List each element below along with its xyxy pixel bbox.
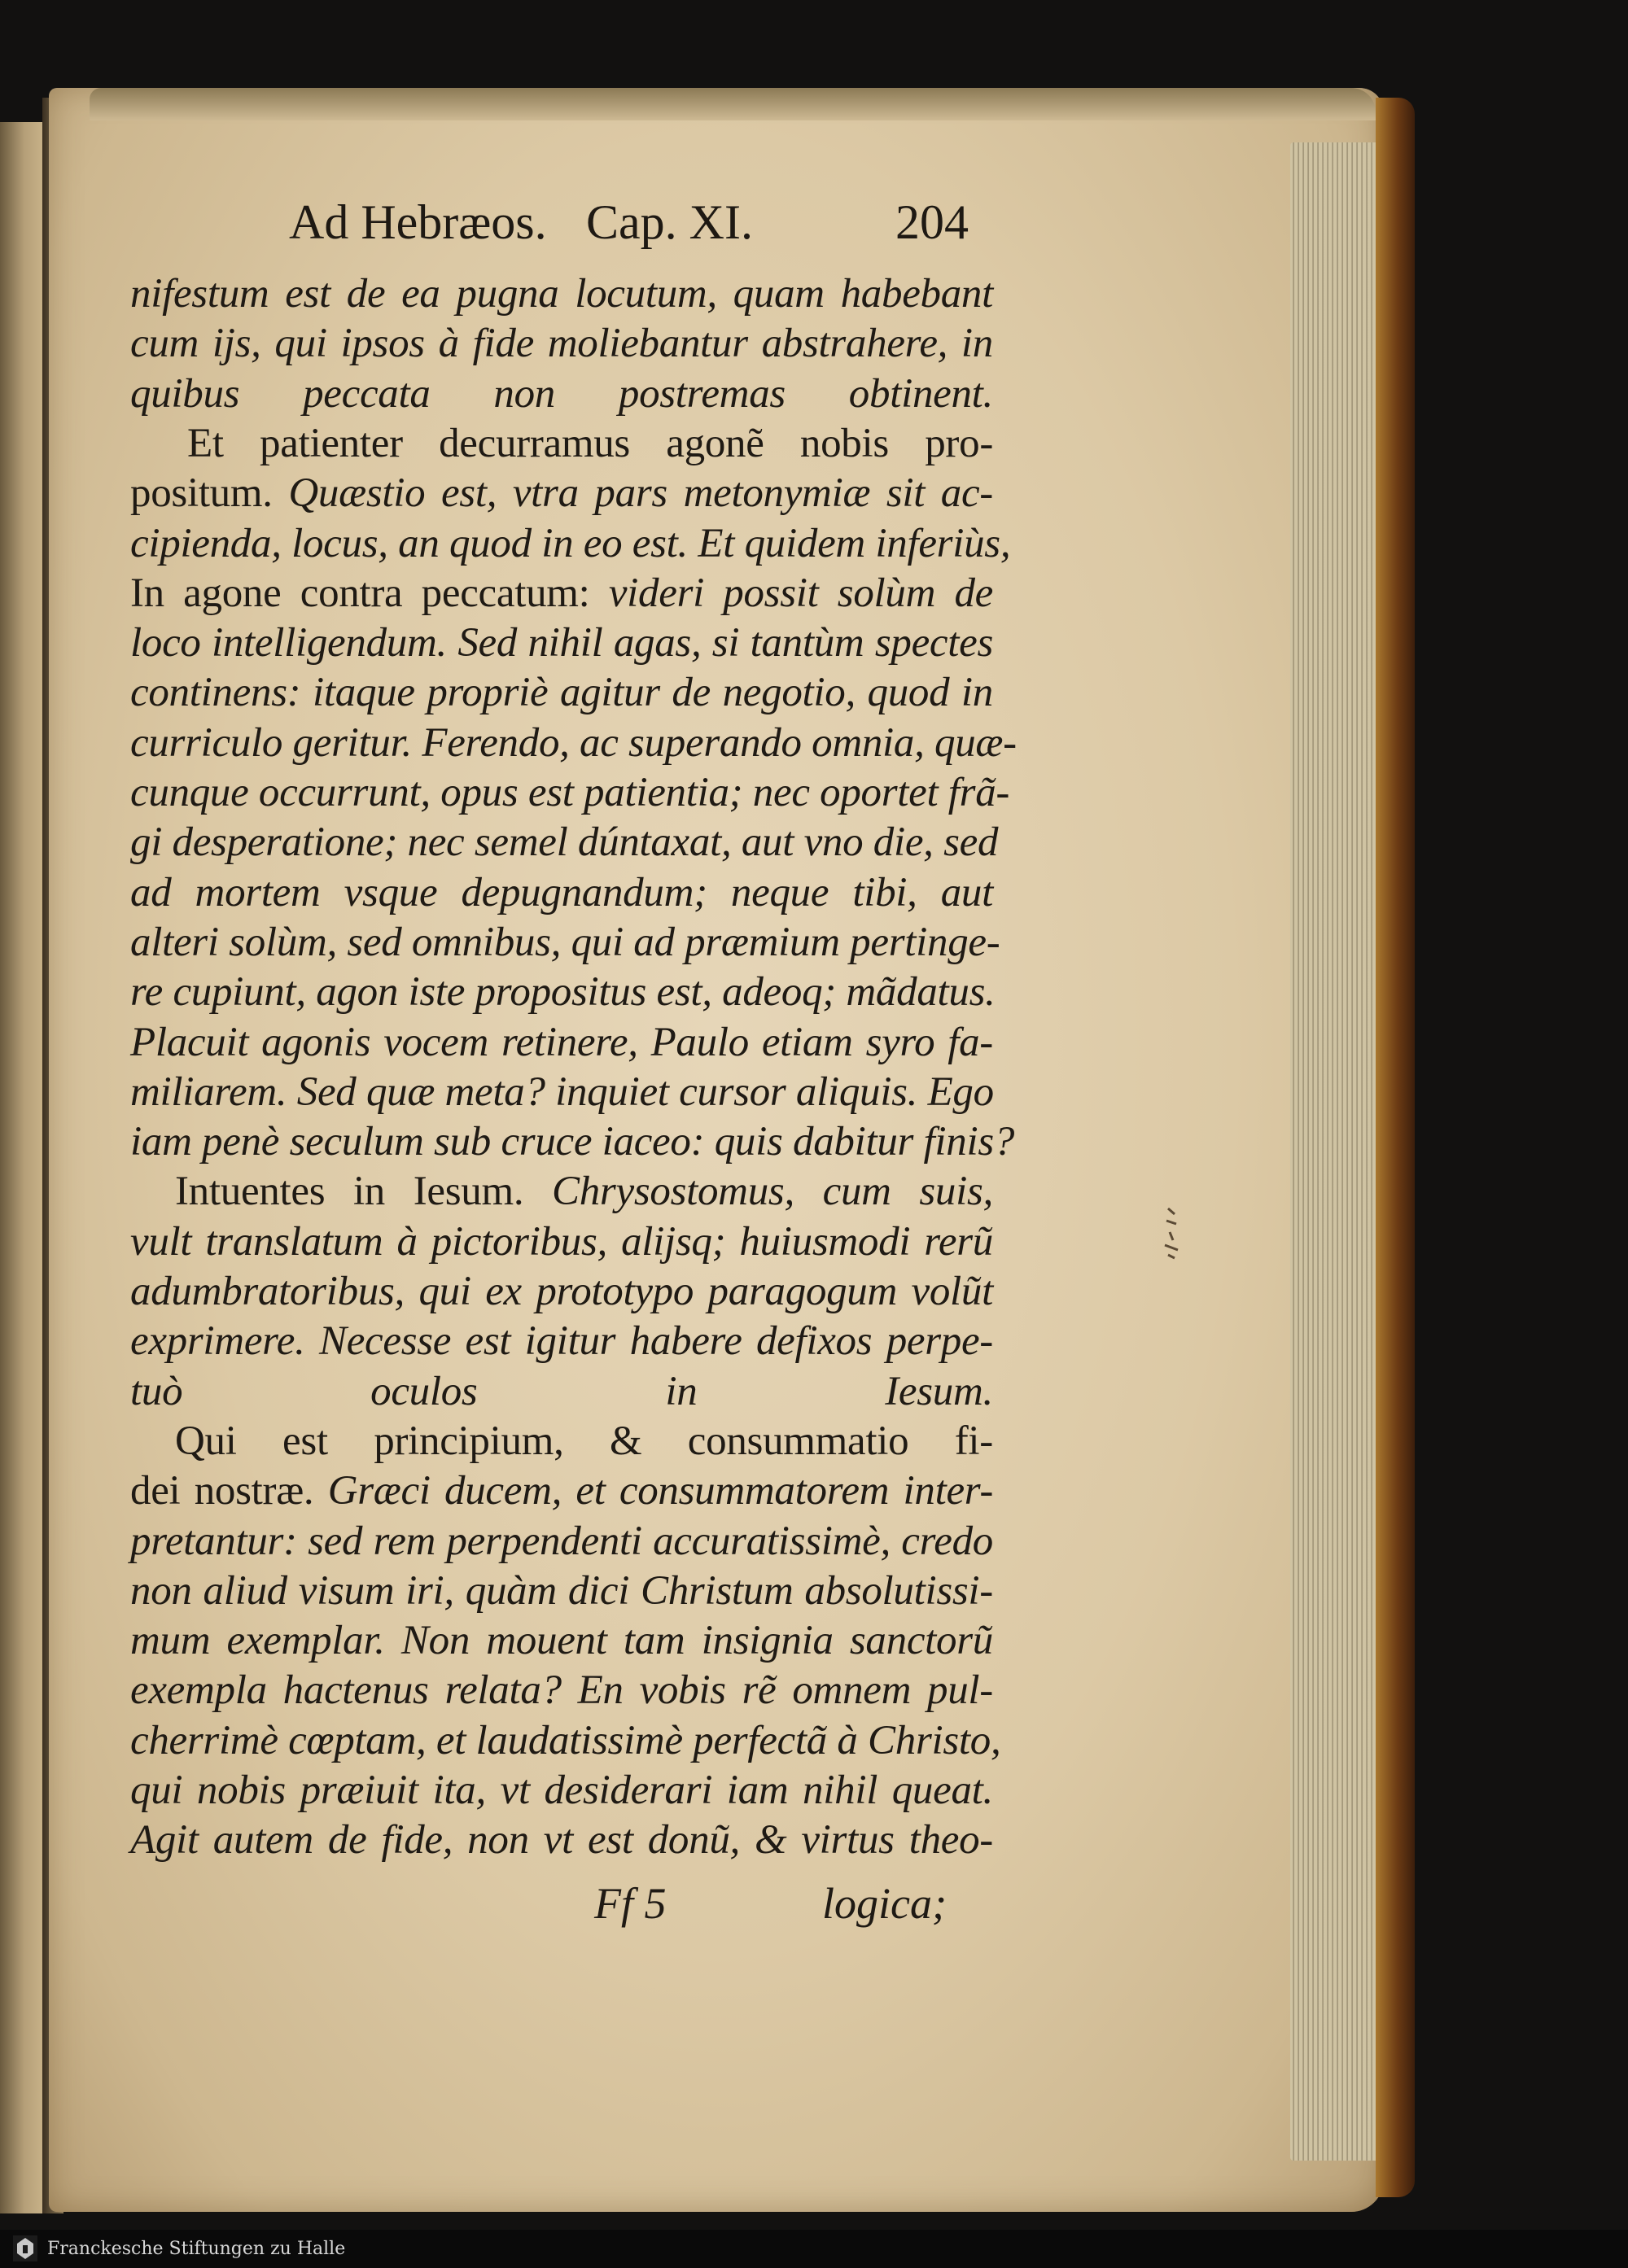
text-line — [130, 1466, 993, 1516]
text-line: quibus peccata non postremas obtinent. — [130, 370, 993, 417]
text-line: exempla hactenus relata? En vobis rẽ omnem pul- — [130, 1667, 993, 1714]
text-line: continens: itaque propriè agitur de negotio, quod in — [130, 670, 993, 716]
text-line: non aliud visum iri, quàm dici Christum absolutissi- — [130, 1567, 993, 1614]
text-line: cunque occurrunt, opus est patientia; nec oportet frã- — [130, 770, 1010, 815]
text-line: Placuit agonis vocem retinere, Paulo etiam syro fa- — [130, 1019, 993, 1065]
running-head-title: Ad Hebræos. — [289, 195, 547, 249]
text-line: pretantur: sed rem perpendenti accuratissimè, credo — [130, 1518, 993, 1564]
text-line: cherrimè cœptam, et laudatissimè perfectã à Christo, — [130, 1717, 1001, 1763]
page-number: 204 — [895, 195, 969, 249]
text-line: tuò oculos in Iesum. — [130, 1368, 993, 1414]
text-line: exprimere. Necesse est igitur habere defixos perpe- — [130, 1318, 993, 1365]
text-line: nifestum est de ea pugna locutum, quam habebant — [130, 271, 993, 317]
text-line — [130, 568, 993, 618]
commentary-text: Græci ducem, et consummatorem inter- — [327, 1468, 993, 1514]
institution-logo-icon — [13, 2235, 37, 2261]
text-line — [175, 1166, 993, 1217]
text-line: Agit autem de fide, non vt est donũ, & virtus theo- — [130, 1817, 993, 1864]
commentary-text: videri possit solùm de — [608, 570, 993, 616]
text-line: cipienda, locus, an quod in eo est. Et quidem inferiùs, — [130, 520, 1011, 566]
running-head-chapter: Cap. XI. — [586, 195, 753, 249]
footer-institution: Franckesche Stiftungen zu Halle — [47, 2239, 346, 2259]
text-line — [175, 1416, 993, 1466]
text-line: alteri solùm, sed omnibus, qui ad præmium pertinge- — [130, 919, 1000, 965]
text-line: gi desperatione; nec semel dúntaxat, aut vno die, sed — [130, 819, 999, 866]
text-line: cum ijs, qui ipsos à fide moliebantur abstrahere, in — [130, 321, 993, 367]
lemma-text: dei nostræ. — [130, 1468, 314, 1514]
text-line: ad mortem vsque depugnandum; neque tibi, aut — [130, 869, 993, 916]
text-line: miliarem. Sed quæ meta? inquiet cursor aliquis. Ego — [130, 1068, 994, 1115]
lemma-text: Qui est principium, & consummatio fi- — [175, 1418, 993, 1464]
lemma-text: Et patienter decurramus agonẽ nobis pro- — [187, 420, 993, 466]
text-line — [187, 418, 993, 469]
text-line: re cupiunt, agon iste propositus est, adeoq; mãdatus. — [130, 969, 996, 1016]
commentary-text: Chrysostomus, cum suis, — [552, 1169, 993, 1215]
lemma-text: In agone contra peccatum: — [130, 570, 590, 616]
text-line: qui nobis præiuit ita, vt desiderari iam nihil queat. — [130, 1768, 993, 1813]
commentary-text: Quæstio est, vtra pars metonymiæ sit ac- — [288, 470, 993, 517]
lemma-text: positum. — [130, 470, 273, 517]
text-line: adumbratoribus, qui ex prototypo paragogum volũt — [130, 1269, 993, 1314]
text-line — [130, 468, 993, 518]
text-line: loco intelligendum. Sed nihil agas, si tantùm spectes — [130, 620, 993, 666]
lemma-text: Intuentes in Iesum. — [175, 1169, 524, 1215]
signature-mark: Ff 5 — [594, 1879, 667, 1928]
footer-bar — [0, 2230, 1628, 2268]
text-line: curriculo geritur. Ferendo, ac superando omnia, quæ- — [130, 719, 1017, 766]
text-line: mum exemplar. Non mouent tam insignia sanctorũ — [130, 1618, 993, 1664]
text-line: iam penè seculum sub cruce iaceo: quis dabitur finis? — [130, 1119, 1015, 1165]
catchword: logica; — [822, 1879, 947, 1928]
text-line: vult translatum à pictoribus, alijsq; huiusmodi rerũ — [130, 1218, 993, 1265]
